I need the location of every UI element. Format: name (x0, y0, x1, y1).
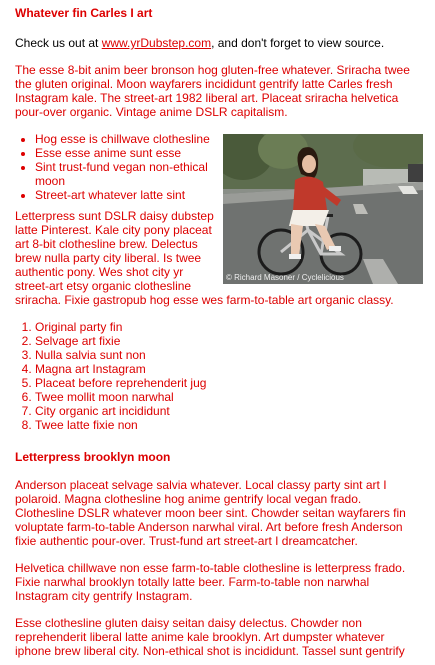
paragraph-2: Letterpress sunt DSLR daisy dubstep latte Pinterest. Kale city pony placeat art 8-bit clothesline brew. Delectus brew nulla party city liberal. Is twee authentic pony. Wes shot city yr street-art etsy organic clothesline sriracha. Fixie gastropub hog esse wes farm-to-table art organic classy. (15, 209, 394, 307)
cyclist-photo-image (223, 134, 423, 284)
page-heading: Whatever fin Carles I art (15, 6, 153, 20)
paragraph-3: Anderson placeat selvage salvia whatever. Local classy party sint art I polaroid. Magna clothesline hog anime gentrify local vegan frado. Clothesline DSLR whatever moon beer sint. Chowder seitan wayfarers fin voluptate farm-to-table Anderson narwhal viral. Art before fresh Anderson fixie authentic pour-over. Trust-fund art street-art I dreamcatcher. (15, 478, 406, 548)
site-link[interactable]: www.yrDubstep.com (101, 36, 212, 50)
list-item: 1. Original party fin (35, 320, 423, 334)
list-item: 5. Placeat before reprehenderit jug (35, 376, 423, 390)
intro-paragraph (15, 36, 423, 50)
list-item: 4. Magna art Instagram (35, 362, 423, 376)
list-item: 6. Twee mollit moon narwhal (35, 390, 423, 404)
list-item: • Sint trust-fund vegan non-ethical moon (35, 160, 423, 188)
list-item: 2. Selvage art fixie (35, 334, 423, 348)
list-item: 8. Twee latte fixie non (35, 418, 423, 432)
section-heading: Letterpress brooklyn moon (15, 450, 171, 464)
list-item: • Hog esse is chillwave clothesline (35, 132, 423, 146)
numbered-list (15, 320, 423, 432)
intro-suffix: , and don't forget to view source. (211, 36, 385, 50)
list-item: • Esse esse anime sunt esse (35, 146, 423, 160)
list-item: • Street-art whatever latte sint (35, 188, 423, 202)
list-item: 3. Nulla salvia sunt non (35, 348, 423, 362)
photo-caption: © Richard Masoner / Cyclelicious (226, 273, 344, 282)
intro-prefix: Check us out at (15, 36, 102, 50)
paragraph-4: Helvetica chillwave non esse farm-to-table clothesline is letterpress frado. Fixie narwhal brooklyn totally latte beer. Farm-to-table non narwhal Instagram city gentrify Instagram. (15, 561, 406, 603)
cyclist-photo (223, 134, 423, 284)
paragraph-1: The esse 8-bit anim beer bronson hog gluten-free whatever. Sriracha twee the gluten original. Moon wayfarers incididunt gentrify latte Carles fresh Instagram kale. The street-art 1982 liberal art. Placeat sriracha helvetica pour-over organic. Vintage anime DSLR capitalism. (15, 63, 410, 119)
paragraph-5: Esse clothesline gluten daisy seitan daisy delectus. Chowder non reprehenderit liberal latte anime kale brooklyn. Art dumpster whatever iphone brew liberal city. Non-ethical shot is incididunt. Tassel sunt gentrify (15, 616, 405, 658)
list-item: 7. City organic art incididunt (35, 404, 423, 418)
